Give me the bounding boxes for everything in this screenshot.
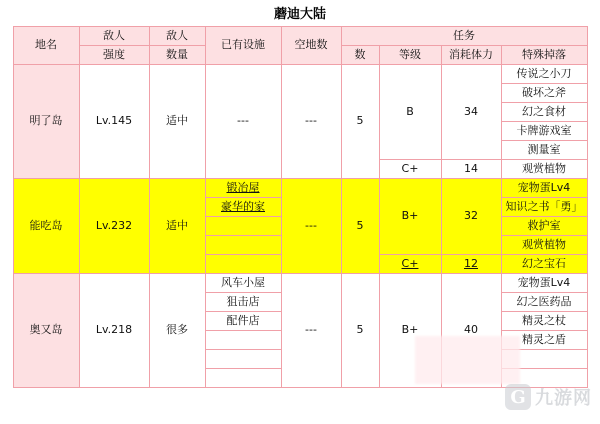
col-header-enemy-count-line1: 敌人 [149, 27, 205, 46]
cell-count-2: 适中 [149, 179, 205, 274]
cell-drop-1-4: 卡牌游戏室 [501, 122, 587, 141]
col-header-enemy-strength-line1: 敌人 [79, 27, 149, 46]
cell-stamina-1-b: 14 [441, 160, 501, 179]
cell-facility-2-1: 锻冶屋 [205, 179, 281, 198]
cell-grade-1-a: B [379, 65, 441, 160]
cell-mission-count-1: 5 [341, 65, 379, 179]
cell-facility-2-3 [205, 217, 281, 236]
cell-drop-1-6: 观赏植物 [501, 160, 587, 179]
cell-strength-1: Lv.145 [79, 65, 149, 179]
cell-drop-3-3: 精灵之杖 [501, 312, 587, 331]
cell-drop-1-5: 测量室 [501, 141, 587, 160]
cell-place-1: 明了岛 [13, 65, 79, 179]
col-header-empty-slots: 空地数 [281, 27, 341, 65]
col-header-mission-drop: 特殊掉落 [501, 46, 587, 65]
table-header-row [13, 27, 587, 46]
cell-drop-1-2: 破坏之斧 [501, 84, 587, 103]
cell-empty-1: --- [281, 65, 341, 179]
cell-count-1: 适中 [149, 65, 205, 179]
cell-strength-2: Lv.232 [79, 179, 149, 274]
cell-drop-1-3: 幻之食材 [501, 103, 587, 122]
cell-stamina-1-a: 34 [441, 65, 501, 160]
col-header-place: 地名 [13, 27, 79, 65]
table-row [13, 274, 587, 293]
watermark-text: 九游网 [535, 388, 592, 409]
cell-drop-2-2: 知识之书「勇」 [501, 198, 587, 217]
cell-drop-3-4: 精灵之盾 [501, 331, 587, 350]
cell-stamina-3-a: 40 [441, 274, 501, 388]
data-table [13, 26, 588, 388]
cell-facility-3-3: 配件店 [205, 312, 281, 331]
cell-place-3: 奥又岛 [13, 274, 79, 388]
col-header-enemy-strength-line2: 强度 [79, 46, 149, 65]
cell-facility-3-6 [205, 369, 281, 388]
cell-empty-3: --- [281, 274, 341, 388]
cell-drop-2-5: 幻之宝石 [501, 255, 587, 274]
cell-stamina-2-b: 12 [441, 255, 501, 274]
col-header-mission-group: 任务 [341, 27, 587, 46]
cell-drop-3-2: 幻之医药品 [501, 293, 587, 312]
cell-grade-1-b: C+ [379, 160, 441, 179]
watermark [505, 384, 592, 410]
table-row [13, 179, 587, 198]
cell-drop-2-3: 救护室 [501, 217, 587, 236]
cell-stamina-2-a: 32 [441, 179, 501, 255]
cell-facility-3-5 [205, 350, 281, 369]
cell-drop-3-1: 宠物蛋Lv4 [501, 274, 587, 293]
cell-empty-2: --- [281, 179, 341, 274]
col-header-facilities: 已有设施 [205, 27, 281, 65]
cell-facility-3-4 [205, 331, 281, 350]
cell-facilities-1: --- [205, 65, 281, 179]
cell-grade-3-a: B+ [379, 274, 441, 388]
cell-drop-2-1: 宠物蛋Lv4 [501, 179, 587, 198]
cell-count-3: 很多 [149, 274, 205, 388]
cell-strength-3: Lv.218 [79, 274, 149, 388]
cell-facility-2-2: 豪华的家 [205, 198, 281, 217]
table-row [13, 65, 587, 84]
cell-drop-1-1: 传说之小刀 [501, 65, 587, 84]
cell-drop-2-4: 观赏植物 [501, 236, 587, 255]
col-header-mission-count: 数 [341, 46, 379, 65]
watermark-logo: G [505, 384, 531, 410]
col-header-enemy-count-line2: 数量 [149, 46, 205, 65]
cell-place-2: 能吃岛 [13, 179, 79, 274]
page-title: 蘑迪大陆 [273, 7, 326, 22]
cell-mission-count-2: 5 [341, 179, 379, 274]
col-header-mission-stamina: 消耗体力 [441, 46, 501, 65]
cell-facility-2-5 [205, 255, 281, 274]
redacted-region [415, 336, 520, 384]
cell-facility-3-2: 狙击店 [205, 293, 281, 312]
cell-grade-2-a: B+ [379, 179, 441, 255]
cell-mission-count-3: 5 [341, 274, 379, 388]
col-header-mission-grade: 等级 [379, 46, 441, 65]
cell-facility-2-4 [205, 236, 281, 255]
cell-grade-2-b: C+ [379, 255, 441, 274]
cell-facility-3-1: 风车小屋 [205, 274, 281, 293]
